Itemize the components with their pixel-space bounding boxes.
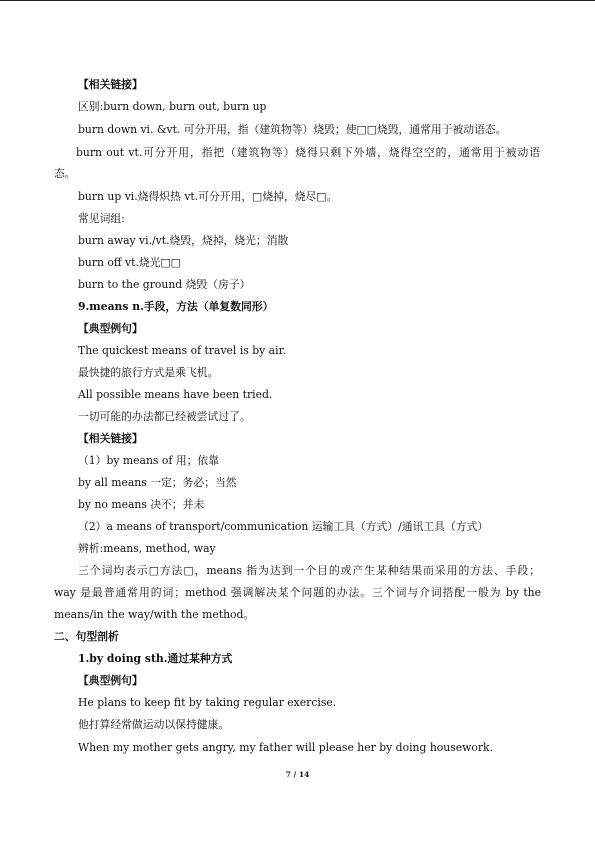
example-translation: 最快捷的旅行方式是乘飞机。: [78, 366, 219, 379]
text-line: by all means 一定；务必；当然: [78, 476, 237, 489]
example-heading: 【典型例句】: [78, 322, 143, 335]
page-number: 7 / 14: [285, 770, 310, 779]
text-line: 三个词均表示□方法□，means 指为达到一个目的或产生某种结果而采用的方法、手段；: [78, 564, 540, 577]
text-line: burn off vt.烧光□□: [78, 256, 181, 269]
text-line: way 是最普通常用的词；method 强调解决某个问题的办法。三个词与介词搭配一般为 by the: [54, 586, 541, 599]
example-translation: 他打算经常做运动以保持健康。: [78, 718, 230, 731]
example-heading: 【典型例句】: [78, 674, 143, 687]
example-sentence: The quickest means of travel is by air.: [78, 344, 286, 357]
text-line: by no means 决不；并未: [78, 498, 205, 511]
text-line: 态。: [54, 167, 76, 180]
example-sentence: He plans to keep fit by taking regular exercise.: [78, 696, 337, 709]
section-heading: 9.means n.手段，方法（单复数同形）: [78, 300, 274, 313]
text-line: burn out vt.可分开用，指把（建筑物等）烧得只剩下外墙，烧得空空的，通常用于被动语: [76, 146, 540, 159]
section-heading: 1.by doing sth.通过某种方式: [78, 652, 233, 665]
text-line: （2）a means of transport/communication 运输工具（方式）/通讯工具（方式）: [78, 520, 489, 533]
related-links-heading: 【相关链接】: [78, 432, 143, 445]
text-line: burn up vi.烧得炽热 vt.可分开用，□烧掉，烧尽□。: [78, 190, 338, 203]
example-sentence: When my mother gets angry, my father will please her by doing housework.: [78, 741, 494, 754]
text-line: 区别:burn down, burn out, burn up: [78, 100, 267, 113]
related-links-heading: 【相关链接】: [78, 78, 143, 91]
text-line: 常见词组:: [78, 212, 125, 225]
chapter-heading: 二、句型剖析: [54, 630, 119, 643]
text-line: burn away vi./vt.烧毁，烧掉，烧光；消散: [78, 234, 289, 247]
example-sentence: All possible means have been tried.: [78, 388, 273, 401]
example-translation: 一切可能的办法都已经被尝试过了。: [78, 410, 251, 423]
text-line: means/in the way/with the method。: [54, 608, 255, 621]
text-line: 辨析:means, method, way: [78, 542, 216, 555]
text-line: burn down vi. &vt. 可分开用，指（建筑物等）烧毁；使□□烧毁，通常用于被动语态。: [78, 123, 507, 136]
text-line: burn to the ground 烧毁（房子）: [78, 278, 251, 291]
text-line: （1）by means of 用；依靠: [78, 454, 220, 467]
top-border: [0, 0, 595, 1]
